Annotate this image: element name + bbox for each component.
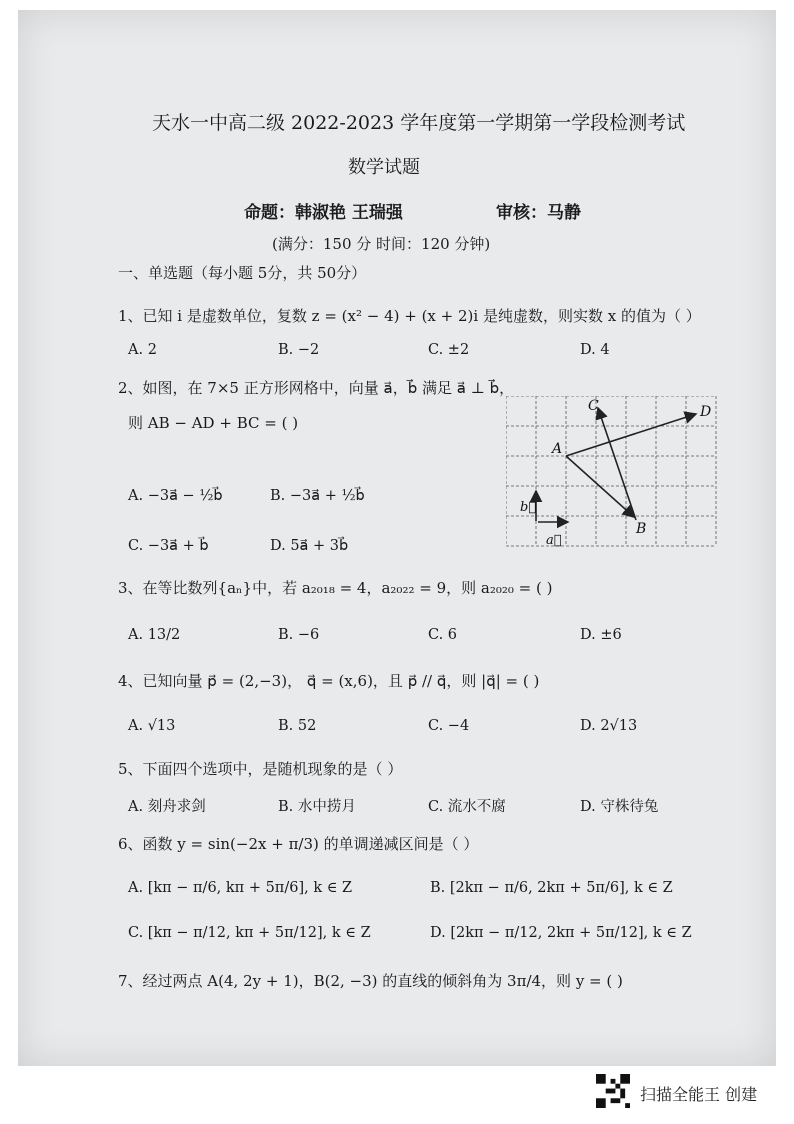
- q4-option-d: D. 2√13: [580, 718, 638, 734]
- q2-option-a: A. −3a⃗ − ½b⃗: [128, 488, 223, 504]
- q5-option-a: A. 刻舟求剑: [128, 799, 206, 815]
- question-7-stem: 7、经过两点 A(4, 2y + 1)，B(2, −3) 的直线的倾斜角为 3π/4，则 y = ( ): [118, 972, 623, 990]
- q3-option-c: C. 6: [428, 627, 458, 643]
- q1-option-a: A. 2: [128, 342, 157, 358]
- label-b-point: B: [636, 521, 647, 537]
- q2-option-d: D. 5a⃗ + 3b⃗: [270, 538, 349, 554]
- vector-grid-figure: [506, 396, 721, 552]
- vector-ad: [566, 414, 696, 456]
- q4-option-c: C. −4: [428, 718, 470, 734]
- q1-option-d: D. 4: [580, 342, 610, 358]
- scanner-brand: 扫描全能王 创建: [640, 1085, 758, 1104]
- label-d-point: D: [700, 404, 712, 420]
- q4-option-b: B. 52: [278, 718, 317, 734]
- q2-option-c: C. −3a⃗ + b⃗: [128, 538, 209, 554]
- label-a-vector: a⃗: [546, 533, 562, 548]
- vector-bc: [598, 408, 636, 520]
- q5-option-b: B. 水中捞月: [278, 799, 356, 815]
- question-6-stem: 6、函数 y = sin(−2x + π/3) 的单调递减区间是（ ）: [118, 835, 479, 853]
- reviewer-label: 审核：马静: [496, 203, 581, 223]
- question-4-stem: 4、已知向量 p⃗ = (2,−3)， q⃗ = (x,6)，且 p⃗ // q⃗，则 |q⃗| = ( ): [118, 672, 540, 690]
- q1-option-b: B. −2: [278, 342, 320, 358]
- q2-option-b: B. −3a⃗ + ½b⃗: [270, 488, 365, 504]
- q1-option-c: C. ±2: [428, 342, 470, 358]
- question-1-stem: 1、已知 i 是虚数单位，复数 z = (x² − 4) + (x + 2)i 是纯虚数，则实数 x 的值为（ ）: [118, 307, 701, 325]
- q4-option-a: A. √13: [128, 718, 176, 734]
- authors-label: 命题：韩淑艳 王瑞强: [244, 203, 403, 223]
- q3-option-d: D. ±6: [580, 627, 622, 643]
- q6-option-b: B. [2kπ − π/6, 2kπ + 5π/6], k ∈ Z: [430, 880, 673, 896]
- label-c-point: C: [588, 398, 599, 414]
- q3-option-b: B. −6: [278, 627, 320, 643]
- exam-meta: (满分：150 分 时间：120 分钟): [272, 235, 491, 253]
- label-b-vector: b⃗: [520, 500, 537, 515]
- qr-code-icon: [596, 1074, 630, 1108]
- question-3-stem: 3、在等比数列{aₙ}中，若 a₂₀₁₈ = 4，a₂₀₂₂ = 9，则 a₂₀₂₀ = ( ): [118, 579, 553, 597]
- exam-subtitle: 数学试题: [348, 157, 420, 178]
- q3-option-a: A. 13/2: [128, 627, 181, 643]
- q6-option-a: A. [kπ − π/6, kπ + 5π/6], k ∈ Z: [128, 880, 353, 896]
- label-a-point: A: [552, 441, 563, 457]
- section-heading: 一、单选题（每小题 5分，共 50分）: [118, 264, 367, 282]
- q6-option-d: D. [2kπ − π/12, 2kπ + 5π/12], k ∈ Z: [430, 925, 692, 941]
- question-2-stem-line2: 则 AB − AD + BC = ( ): [128, 414, 299, 432]
- q5-option-d: D. 守株待兔: [580, 799, 659, 815]
- question-2-stem-line1: 2、如图，在 7×5 正方形网格中，向量 a⃗，b⃗ 满足 a⃗ ⊥ b⃗，: [118, 379, 515, 397]
- q6-option-c: C. [kπ − π/12, kπ + 5π/12], k ∈ Z: [128, 925, 371, 941]
- question-5-stem: 5、下面四个选项中，是随机现象的是（ ）: [118, 760, 403, 778]
- q5-option-c: C. 流水不腐: [428, 799, 506, 815]
- exam-title: 天水一中高二级 2022-2023 学年度第一学期第一学段检测考试: [152, 112, 686, 134]
